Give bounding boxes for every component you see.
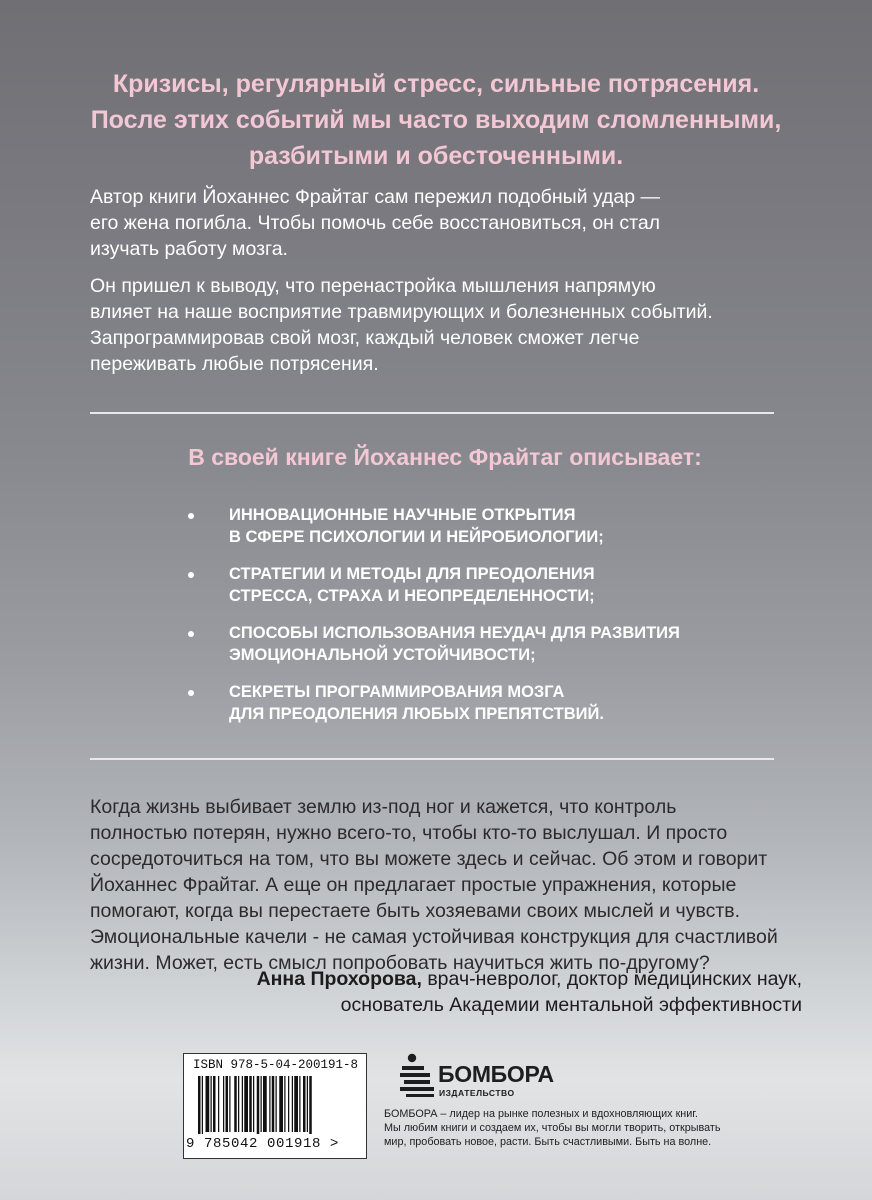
conclusion-line: Он пришел к выводу, что перенастройка мышления напрямую: [90, 275, 656, 297]
quote-line: полностью потерян, нужно всего-то, чтобы кто-то выслушал. И просто: [90, 822, 728, 844]
barcode-bars-icon: [198, 1076, 348, 1134]
quote-line: жизни. Может, есть смысл попробовать научиться жить по-другому?: [90, 952, 710, 974]
quote-line: сосредоточиться на том, что вы можете здесь и сейчас. Об этом и говорит: [90, 848, 768, 870]
review-quote: [90, 794, 810, 976]
author-name: Анна Прохорова,: [256, 968, 422, 990]
bullet-line: СТРЕССА, СТРАХА И НЕОПРЕДЕЛЕННОСТИ;: [229, 587, 595, 605]
bombora-logo-icon: [398, 1052, 438, 1098]
headline-line: Кризисы, регулярный стресс, сильные потрясения.: [112, 70, 760, 98]
publisher-name: БОМБОРА: [438, 1061, 554, 1087]
quote-line: Йоханнес Фрайтаг. А еще он предлагает простые упражнения, которые: [90, 874, 737, 896]
bullet-line: ЭМОЦИОНАЛЬНОЙ УСТОЙЧИВОСТИ;: [229, 646, 536, 664]
quote-line: Эмоциональные качели - не самая устойчивая конструкция для счастливой: [90, 926, 778, 948]
attribution: [257, 966, 802, 1018]
conclusion-line: переживать любые потрясения.: [90, 353, 379, 375]
publisher-subtitle: ИЗДАТЕЛЬСТВО: [439, 1088, 515, 1098]
bullet-item: [185, 681, 805, 725]
bullet-dot-icon: [188, 513, 194, 519]
bullet-line: В СФЕРЕ ПСИХОЛОГИИ И НЕЙРОБИОЛОГИИ;: [229, 528, 604, 546]
barcode-digits: 9 785042 001918 >: [186, 1136, 340, 1152]
attribution-line: [257, 966, 802, 992]
bullet-dot-icon: [188, 572, 194, 578]
bullet-item: [185, 563, 805, 607]
bullet-line: СТРАТЕГИИ И МЕТОДЫ ДЛЯ ПРЕОДОЛЕНИЯ: [229, 565, 595, 583]
divider-bottom: [90, 758, 774, 760]
quote-line: помогают, когда вы перестаете быть хозяевами своих мыслей и чувств.: [90, 900, 741, 922]
bullet-line: СЕКРЕТЫ ПРОГРАММИРОВАНИЯ МОЗГА: [229, 683, 565, 701]
section-title: В своей книге Йоханнес Фрайтаг описывает:: [188, 444, 702, 470]
bullet-list: [185, 504, 805, 740]
bullet-dot-icon: [188, 690, 194, 696]
publisher-line: мир, пробовать новое, расти. Быть счастливыми. Быть на волне.: [384, 1136, 712, 1148]
publisher-line: БОМБОРА – лидер на рынке полезных и вдохновляющих книг.: [384, 1108, 698, 1120]
intro-paragraph: [90, 184, 810, 262]
bullet-item: [185, 504, 805, 548]
headline-line: разбитыми и обесточенными.: [248, 142, 624, 170]
bullet-dot-icon: [188, 631, 194, 637]
isbn-label: ISBN 978-5-04-200191-8: [193, 1058, 359, 1072]
author-affiliation: основатель Академии ментальной эффективности: [340, 994, 802, 1016]
bullet-item: [185, 622, 805, 666]
intro-line: изучать работу мозга.: [90, 238, 288, 260]
isbn-barcode: [183, 1053, 367, 1159]
conclusion-paragraph: [90, 273, 810, 377]
headline-line: После этих событий мы часто выходим сломленными,: [90, 106, 782, 134]
conclusion-line: влияет на наше восприятие травмирующих и болезненных событий.: [90, 301, 713, 323]
bullet-line: ИННОВАЦИОННЫЕ НАУЧНЫЕ ОТКРЫТИЯ: [229, 506, 576, 524]
quote-line: Когда жизнь выбивает землю из-под ног и кажется, что контроль: [90, 796, 677, 818]
publisher-line: Мы любим книги и создаем их, чтобы вы могли творить, открывать: [384, 1122, 721, 1134]
conclusion-line: Запрограммировав свой мозг, каждый человек сможет легче: [90, 327, 640, 349]
intro-line: его жена погибла. Чтобы помочь себе восстановиться, он стал: [90, 212, 661, 234]
intro-line: Автор книги Йоханнес Фрайтаг сам пережил подобный удар —: [90, 186, 661, 208]
divider-top: [90, 412, 774, 414]
bullet-line: ДЛЯ ПРЕОДОЛЕНИЯ ЛЮБЫХ ПРЕПЯТСТВИЙ.: [229, 705, 604, 723]
author-role: врач-невролог, доктор медицинских наук,: [421, 968, 802, 990]
headline: [60, 66, 812, 174]
publisher-blurb: [384, 1107, 720, 1149]
bullet-line: СПОСОБЫ ИСПОЛЬЗОВАНИЯ НЕУДАЧ ДЛЯ РАЗВИТИЯ: [229, 624, 680, 642]
